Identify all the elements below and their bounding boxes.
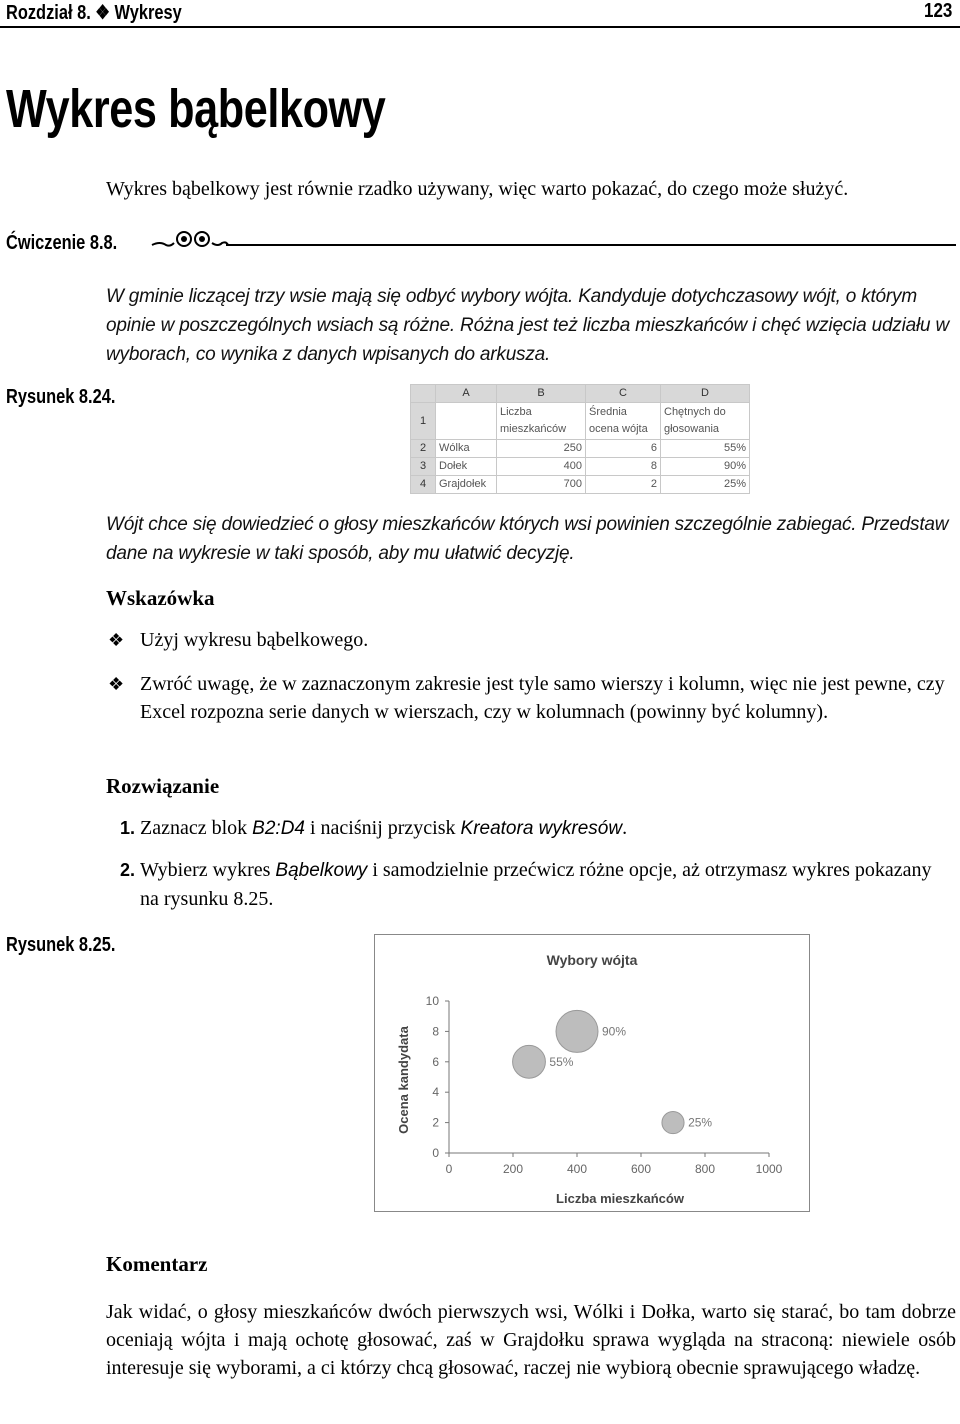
y-tick-label: 0: [432, 1146, 439, 1160]
exercise-ornament-icon: [150, 229, 230, 251]
row-header: 2: [411, 440, 436, 458]
chart-title: Wybory wójta: [546, 952, 638, 968]
figure-label-8-25: Rysunek 8.25.: [6, 934, 116, 956]
y-tick-label: 10: [425, 994, 439, 1008]
sheet-cell: 2: [586, 476, 661, 494]
hint-item: [108, 626, 948, 654]
step-number: 2.: [120, 860, 136, 880]
solution-heading: Rozwiązanie: [106, 774, 220, 798]
sheet-cell: 90%: [661, 458, 750, 476]
sheet-cell: 250: [497, 440, 586, 458]
sheet-cell: 25%: [661, 476, 750, 494]
step-text: [140, 856, 950, 913]
step-text-part: Zaznacz blok: [140, 817, 253, 839]
x-tick-label: 800: [694, 1162, 716, 1176]
step-text-italic: Kreatora wykresów: [460, 818, 623, 839]
x-tick-label: 600: [630, 1162, 652, 1176]
y-tick-label: 4: [432, 1085, 439, 1100]
comment-paragraph: Jak widać, o głosy mieszkańców dwóch pierwszych wsi, Wólki i Dołka, warto się starać, bo tam dobrze oceniają wójta i mają ochotę głosować, zaś w Grajdołku sprawa wygląda na straconą: niewiele osób interesuje się wyborami, a ci którzy chcą głosować, raczej nie wybiorą obecnie sprawującego władzę.: [106, 1301, 956, 1379]
sheet-cell: 55%: [661, 440, 750, 458]
bubble-data-label: 90%: [602, 1024, 627, 1039]
sheet-cell: [436, 403, 497, 440]
step-text-part: Wybierz wykres: [140, 859, 276, 881]
sheet-cell: 700: [497, 476, 586, 494]
chart-y-label: Ocena kandydata: [396, 1026, 411, 1134]
task-paragraph: W gminie liczącej trzy wsie mają się odbyć wybory wójta. Kandyduje dotychczasowy wójt, o którym opinie w poszczególnych wsiach są różne. Różna jest też liczba mieszkańców i chęć wzięcia udziału w wyborach, co wynika z danych wpisanych do arkusza.: [106, 286, 949, 365]
exercise-rule: [226, 244, 956, 246]
sheet-cell: Liczba mieszkańców: [497, 403, 586, 440]
solution-step: [120, 814, 950, 843]
hint-heading: Wskazówka: [106, 586, 215, 610]
bubble: [556, 1010, 598, 1052]
sheet-cell: Średnia ocena wójta: [586, 403, 661, 440]
step-text-part: i samodzielnie przećwicz różne opcje, aż otrzymasz wykres pokazany na rysunku 8.25.: [140, 859, 932, 910]
intro-paragraph: Wykres bąbelkowy jest równie rzadko używany, więc warto pokazać, do czego może służyć.: [106, 178, 849, 200]
y-tick-label: 2: [432, 1115, 439, 1130]
corner-cell: [411, 385, 436, 403]
bubble-data-label: 55%: [549, 1054, 574, 1069]
exercise-label: Ćwiczenie 8.8.: [6, 232, 118, 254]
sheet-cell: Chętnych do głosowania: [661, 403, 750, 440]
chart-svg: [375, 935, 809, 1211]
x-tick-label: 0: [445, 1162, 453, 1176]
step-text-italic: B2:D4: [252, 818, 305, 839]
comment-heading: Komentarz: [106, 1252, 208, 1276]
header-rule: [0, 26, 960, 28]
sheet-cell: Grajdołek: [436, 476, 497, 494]
step-number: 1.: [120, 818, 136, 838]
hint-text: Zwróć uwagę, że w zaznaczonym zakresie jest tyle samo wierszy i kolumn, więc nie jest pewne, czy Excel rozpozna serie danych w wierszach, czy w kolumnach (powinny być kolumny).: [140, 673, 945, 723]
col-header: D: [661, 385, 750, 403]
step-text-part: i naciśnij przycisk: [304, 817, 461, 839]
chart-plot-area: [426, 994, 783, 1176]
bubble-chart: [374, 934, 810, 1212]
task2-paragraph: Wójt chce się dowiedzieć o głosy mieszkańców których wsi powinien szczególnie zabiegać. Przedstaw dane na wykresie w taki sposób, aby mu ułatwić decyzję.: [106, 514, 949, 564]
x-tick-label: 1000: [755, 1162, 783, 1176]
figure-label-8-24: Rysunek 8.24.: [6, 386, 116, 408]
sheet-cell: Wólka: [436, 440, 497, 458]
page-number: 123: [923, 0, 952, 22]
row-header: 1: [411, 403, 436, 440]
row-header: 4: [411, 476, 436, 494]
chart-x-label: Liczba mieszkańców: [556, 1191, 684, 1206]
col-header: C: [586, 385, 661, 403]
solution-step: [120, 856, 950, 913]
x-tick-label: 400: [566, 1162, 588, 1176]
bubble-data-label: 25%: [688, 1115, 713, 1130]
step-text-part: .: [622, 817, 628, 839]
page-title: Wykres bąbelkowy: [6, 79, 386, 139]
sheet-cell: 8: [586, 458, 661, 476]
col-header: A: [436, 385, 497, 403]
hint-item: [108, 670, 948, 726]
sheet-cell: Dołek: [436, 458, 497, 476]
bubble: [662, 1112, 684, 1134]
hint-text: Użyj wykresu bąbelkowego.: [140, 629, 369, 651]
spreadsheet-figure: [410, 384, 768, 490]
sheet-cell: 400: [497, 458, 586, 476]
diamond-bullet-icon: ❖: [108, 674, 125, 694]
y-tick-label: 8: [432, 1024, 439, 1039]
step-text-italic: Bąbelkowy: [275, 860, 368, 881]
step-text: [140, 814, 950, 843]
row-header: 3: [411, 458, 436, 476]
spreadsheet-table: [410, 384, 750, 494]
diamond-bullet-icon: ❖: [108, 630, 125, 650]
y-tick-label: 6: [432, 1054, 439, 1069]
bubble: [513, 1045, 546, 1078]
running-header-chapter: Rozdział 8. ❖ Wykresy: [6, 2, 182, 24]
sheet-cell: 6: [586, 440, 661, 458]
x-tick-label: 200: [502, 1162, 524, 1176]
col-header: B: [497, 385, 586, 403]
